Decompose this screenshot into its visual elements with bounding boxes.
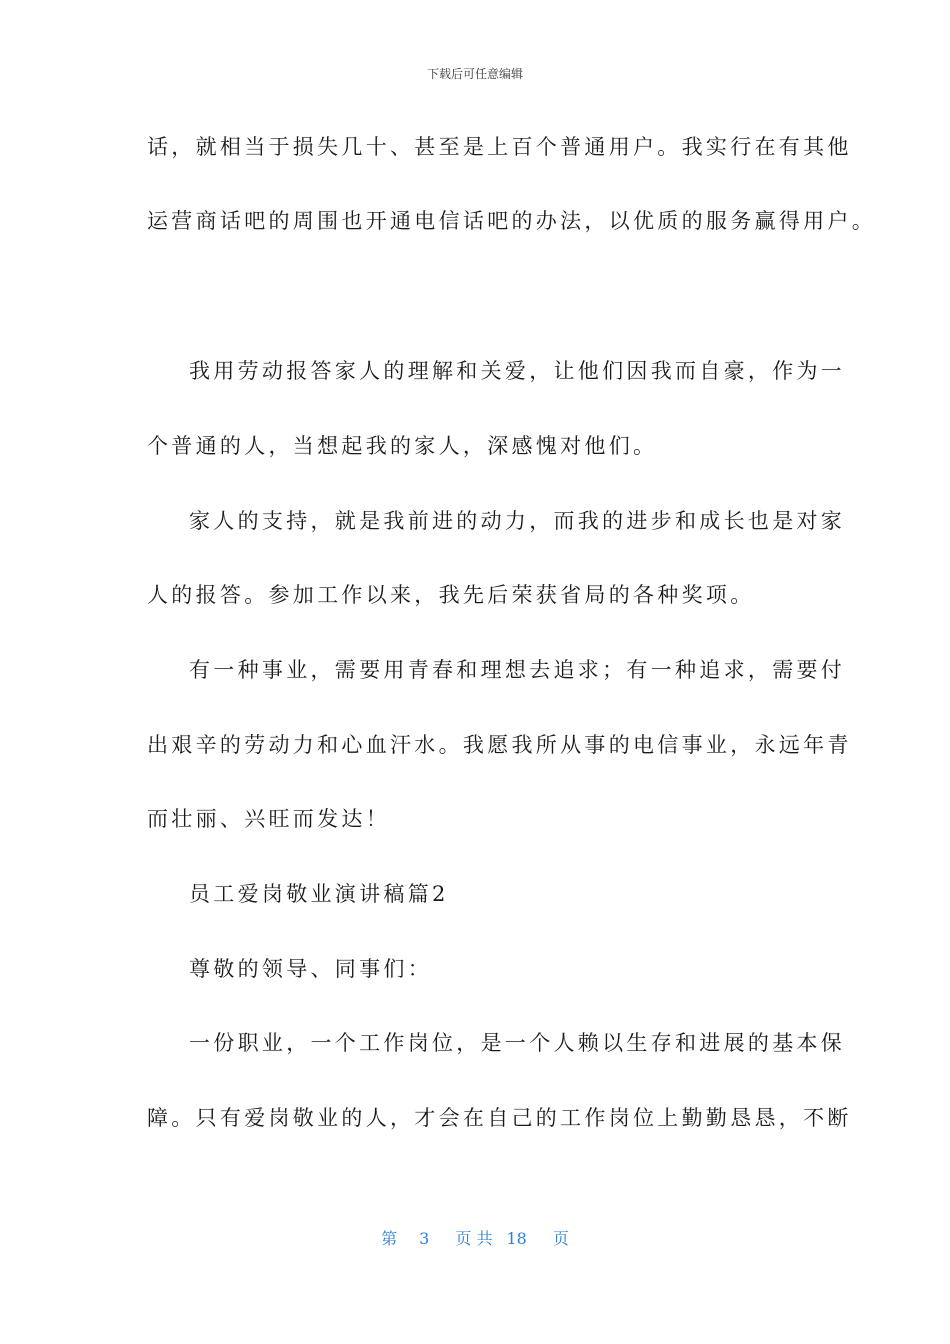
body-line-13: 障。只有爱岗敬业的人，才会在自己的工作岗位上勤勤恳恳，不断	[147, 1106, 852, 1130]
footer-middle: 页 共	[455, 1229, 493, 1248]
body-line-9: 而壮丽、兴旺而发达！	[147, 807, 390, 831]
salutation: 尊敬的领导、同事们：	[189, 957, 432, 981]
page-header: 下载后可任意编辑	[426, 67, 523, 81]
body-line-1: 话，就相当于损失几十、甚至是上百个普通用户。我实行在有其他	[147, 135, 852, 159]
body-line-7: 有一种事业，需要用青春和理想去追求；有一种追求，需要付	[189, 658, 846, 682]
body-line-4: 个普通的人，当想起我的家人，深感愧对他们。	[147, 434, 658, 458]
page-footer	[0, 1228, 950, 1250]
footer-total-pages: 18	[506, 1229, 527, 1248]
footer-current-page: 3	[419, 1229, 430, 1248]
body-line-3: 我用劳动报答家人的理解和关爱，让他们因我而自豪，作为一	[189, 359, 846, 383]
body-line-8: 出艰辛的劳动力和心血汗水。我愿我所从事的电信事业，永远年青	[147, 733, 852, 757]
body-line-6: 人的报答。参加工作以来，我先后荣获省局的各种奖项。	[147, 583, 755, 607]
section-heading: 员工爱岗敬业演讲稿篇2	[189, 882, 449, 906]
footer-suffix: 页	[552, 1229, 569, 1248]
body-line-5: 家人的支持，就是我前进的动力，而我的进步和成长也是对家	[189, 509, 846, 533]
footer-prefix: 第	[381, 1229, 398, 1248]
body-line-12: 一份职业，一个工作岗位，是一个人赖以生存和进展的基本保	[189, 1031, 846, 1055]
body-line-2: 运营商话吧的周围也开通电信话吧的办法，以优质的服务赢得用户。	[147, 209, 876, 233]
